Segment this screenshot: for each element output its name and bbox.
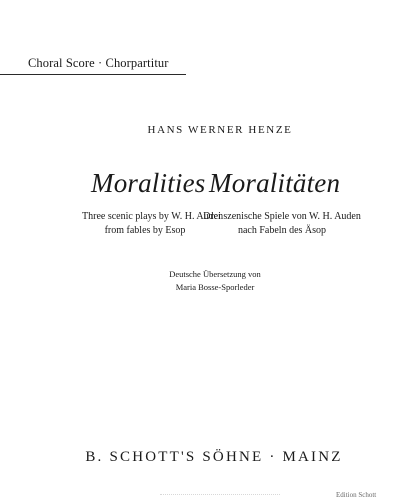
title-german: Moralitäten bbox=[209, 168, 341, 198]
header-rule bbox=[0, 74, 186, 75]
translation-credit-line1: Deutsche Übersetzung von bbox=[169, 269, 261, 279]
subtitle-german bbox=[200, 210, 364, 238]
subtitle-german-line2: nach Fabeln des Äsop bbox=[237, 225, 327, 236]
edition-code: Edition Schott bbox=[336, 491, 377, 499]
translator-name: Maria Bosse-Sporleder bbox=[175, 282, 255, 292]
composer-name: HANS WERNER HENZE bbox=[147, 124, 293, 136]
subtitle-english bbox=[82, 210, 224, 238]
title-english: Moralities bbox=[91, 168, 206, 198]
bleed-through-marks bbox=[160, 494, 280, 495]
translation-credit bbox=[150, 268, 280, 294]
subtitle-german-line1: Drei szenische Spiele von W. H. Auden bbox=[203, 211, 361, 222]
subtitle-english-line2: from fables by Esop bbox=[104, 225, 186, 236]
subtitle-english-line1: Three scenic plays by W. H. Auden bbox=[82, 211, 224, 222]
publisher-imprint: B. SCHOTT'S SÖHNE · MAINZ bbox=[85, 449, 343, 465]
score-type-label: Choral Score · Chorpartitur bbox=[28, 56, 169, 70]
